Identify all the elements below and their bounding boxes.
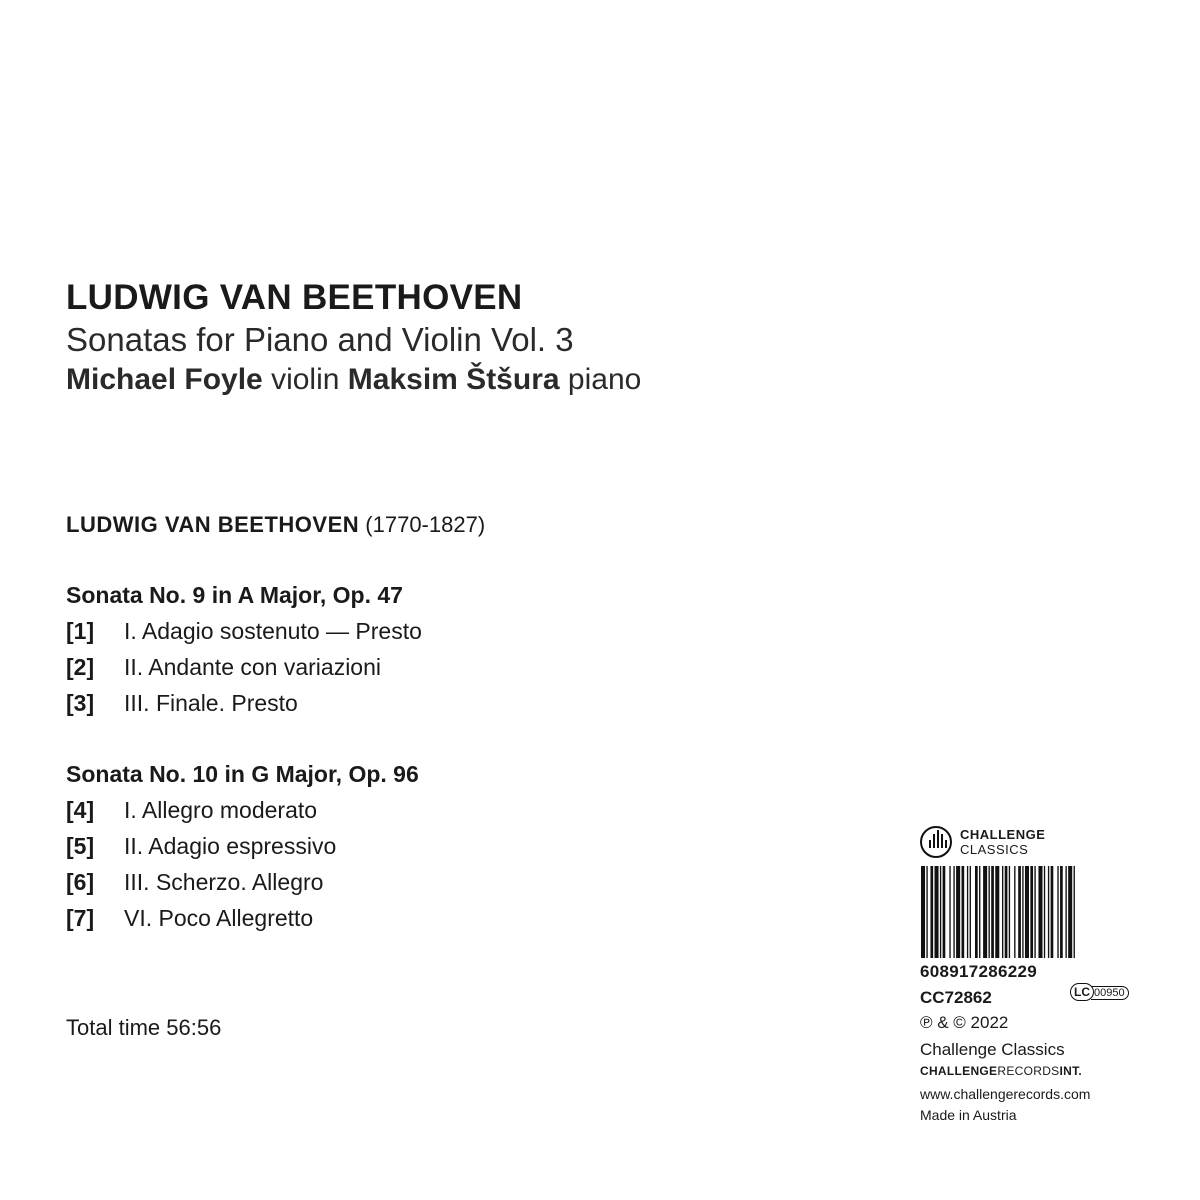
track-item xyxy=(66,905,313,932)
track-title: II. Andante con variazioni xyxy=(124,654,381,680)
tracklist-composer xyxy=(66,512,485,538)
logo-text-challenge: CHALLENGE xyxy=(960,827,1046,842)
barcode-bar xyxy=(1065,866,1066,958)
track-title: I. Allegro moderato xyxy=(124,797,318,823)
track-number: [3] xyxy=(66,690,95,716)
track-title: III. Scherzo. Allegro xyxy=(124,869,324,895)
barcode-bar xyxy=(1074,866,1075,958)
total-time: Total time 56:56 xyxy=(66,1015,222,1040)
label-name: Challenge Classics xyxy=(920,1040,1065,1059)
lc-prefix: LC xyxy=(1070,983,1094,1001)
work-title-sonata-9: Sonata No. 9 in A Major, Op. 47 xyxy=(66,582,403,608)
lc-code: 00950 xyxy=(1091,986,1129,1000)
barcode-bar xyxy=(1009,866,1010,958)
barcode-bar xyxy=(1051,866,1054,958)
barcode-bar xyxy=(1048,866,1049,958)
barcode-bar xyxy=(1057,866,1058,958)
barcode-bar xyxy=(967,866,968,958)
label-code-mark xyxy=(1070,983,1129,1001)
track-title: VI. Poco Allegretto xyxy=(124,905,314,931)
barcode-bar xyxy=(1034,866,1035,958)
challenge-classics-logo xyxy=(920,826,1080,862)
barcode xyxy=(920,866,1150,958)
barcode-bar xyxy=(1018,866,1021,958)
barcode-bar xyxy=(983,866,987,958)
barcode-bar xyxy=(970,866,971,958)
barcode-bar xyxy=(1044,866,1045,958)
track-item xyxy=(66,690,298,717)
barcode-number: 608917286229 xyxy=(920,962,1038,981)
barcode-bar xyxy=(979,866,980,958)
copyright-line: ℗ & © 2022 xyxy=(920,1013,1009,1032)
track-item xyxy=(66,618,422,645)
work-title-sonata-10: Sonata No. 10 in G Major, Op. 96 xyxy=(66,761,419,787)
records-intl-wordmark xyxy=(920,1064,1082,1078)
composer-dates: (1770-1827) xyxy=(365,512,486,537)
track-number: [6] xyxy=(66,869,95,895)
barcode-bar xyxy=(930,866,933,958)
track-title: II. Adagio espressivo xyxy=(124,833,337,859)
track-item xyxy=(66,797,317,824)
barcode-bar xyxy=(1038,866,1042,958)
barcode-bar xyxy=(989,866,990,958)
performer-1-instrument: violin xyxy=(271,363,340,396)
album-title: Sonatas for Piano and Violin Vol. 3 xyxy=(66,321,574,358)
barcode-bar xyxy=(940,866,941,958)
barcode-bar xyxy=(975,866,978,958)
wordmark-challenge: CHALLENGE xyxy=(920,1064,998,1078)
barcode-bar xyxy=(995,866,999,958)
tracklist-composer-name: LUDWIG VAN BEETHOVEN xyxy=(66,512,360,537)
barcode-bar xyxy=(953,866,954,958)
barcode-bar xyxy=(1014,866,1015,958)
composer-heading: LUDWIG VAN BEETHOVEN xyxy=(66,278,523,317)
barcode-bar xyxy=(1030,866,1033,958)
track-title: I. Adagio sostenuto — Presto xyxy=(124,618,422,644)
track-item xyxy=(66,869,323,896)
barcode-bar xyxy=(921,866,925,958)
track-item xyxy=(66,654,381,681)
performers-line xyxy=(66,363,641,397)
track-number: [5] xyxy=(66,833,95,859)
track-number: [4] xyxy=(66,797,95,823)
wordmark-intl: INT. xyxy=(1059,1064,1083,1078)
track-number: [2] xyxy=(66,654,95,680)
performer-1-name: Michael Foyle xyxy=(66,363,263,396)
logo-text-classics: CLASSICS xyxy=(960,842,1029,857)
barcode-bar xyxy=(991,866,994,958)
barcode-bar xyxy=(1068,866,1072,958)
website-link[interactable]: www.challengerecords.com xyxy=(920,1086,1091,1102)
barcode-bar xyxy=(935,866,939,958)
track-number: [1] xyxy=(66,618,95,644)
track-item xyxy=(66,833,336,860)
track-title: III. Finale. Presto xyxy=(124,690,298,716)
barcode-bar xyxy=(1002,866,1003,958)
barcode-bar xyxy=(1060,866,1063,958)
catalog-number: CC72862 xyxy=(920,988,992,1007)
made-in-text: Made in Austria xyxy=(920,1107,1017,1123)
performer-2-instrument: piano xyxy=(567,363,642,396)
barcode-bar xyxy=(1025,866,1029,958)
wordmark-records: RECORDS xyxy=(997,1064,1060,1078)
barcode-bar xyxy=(962,866,965,958)
barcode-bar xyxy=(956,866,960,958)
barcode-bar xyxy=(1022,866,1023,958)
barcode-bar xyxy=(926,866,927,958)
barcode-bar xyxy=(943,866,946,958)
sound-wave-icon xyxy=(920,826,952,858)
performer-2-name: Maksim Štšura xyxy=(347,363,560,396)
track-number: [7] xyxy=(66,905,95,931)
barcode-bar xyxy=(949,866,950,958)
barcode-bar xyxy=(1005,866,1008,958)
